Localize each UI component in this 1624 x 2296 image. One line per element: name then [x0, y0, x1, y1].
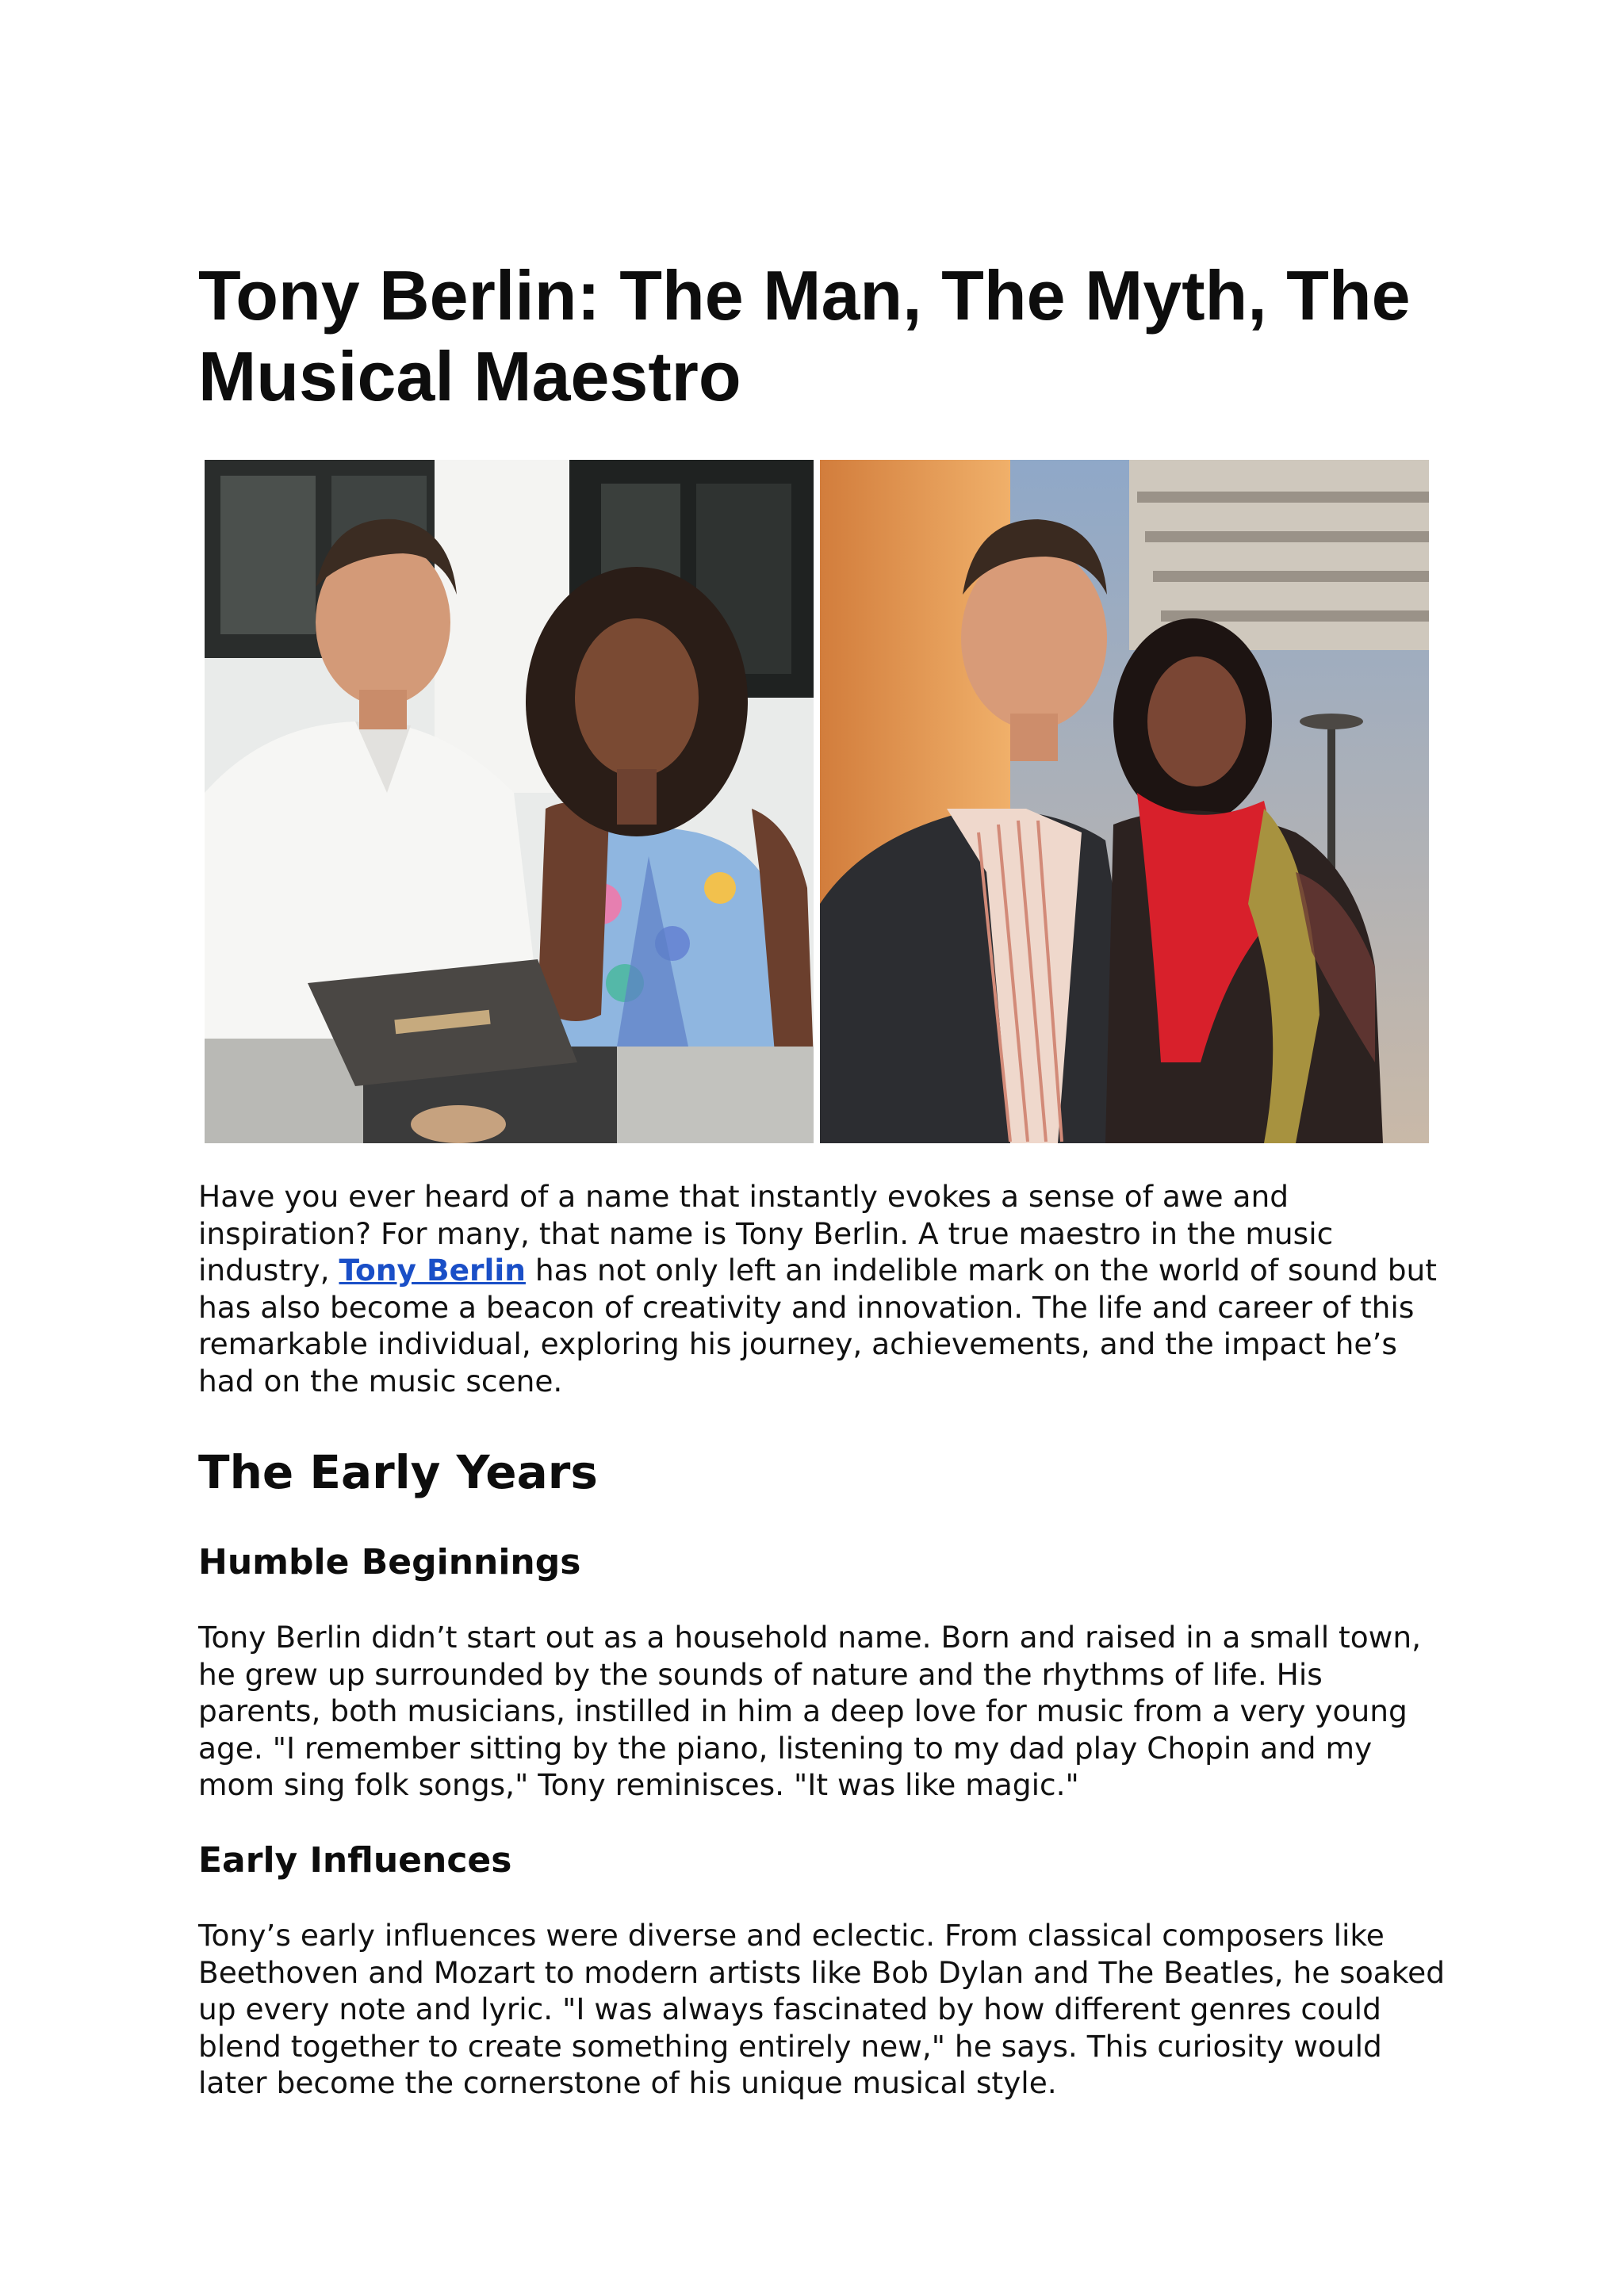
photo-sunset [820, 460, 1429, 1143]
hero-image [205, 460, 1429, 1143]
photo-dinner [205, 460, 814, 1143]
intro-text-before: Have you ever heard of a name that instantly evokes a sense of awe and inspiration? For many, that name is Tony Berlin. A true maestro in the music industry, [198, 1179, 1334, 1288]
paragraph-humble-beginnings: Tony Berlin didn’t start out as a household name. Born and raised in a small town, he grew up surrounded by the sounds of nature and the rhythms of life. His parents, both musicians, instilled in him a deep love for music from a very young age. "I remember sitting by the piano, listening to my dad play Chopin and my mom sing folk songs," Tony reminisces. "It was like magic." [198, 1620, 1422, 1802]
article-title: Tony Berlin: The Man, The Myth, The Musical Maestro [198, 256, 1411, 415]
intro-text-after: has not only left an indelible mark on the world of sound but has also become a beacon of creativity and innovation. The life and career of this remarkable individual, exploring his journey, achievements, and the impact he’s had on the music scene. [198, 1253, 1437, 1399]
intro-paragraph [198, 1178, 1443, 1399]
subheading-humble-beginnings: Humble Beginnings [198, 1542, 581, 1582]
section-heading-early-years: The Early Years [198, 1445, 598, 1499]
tony-berlin-link[interactable]: Tony Berlin [339, 1253, 526, 1288]
subheading-early-influences: Early Influences [198, 1840, 512, 1881]
paragraph-early-influences: Tony’s early influences were diverse and eclectic. From classical composers like Beethoven and Mozart to modern artists like Bob Dylan and The Beatles, he soaked up every note and lyric. "I was always fascinated by how different genres could blend together to create something entirely new," he says. This curiosity would later become the cornerstone of his unique musical style. [198, 1918, 1445, 2100]
